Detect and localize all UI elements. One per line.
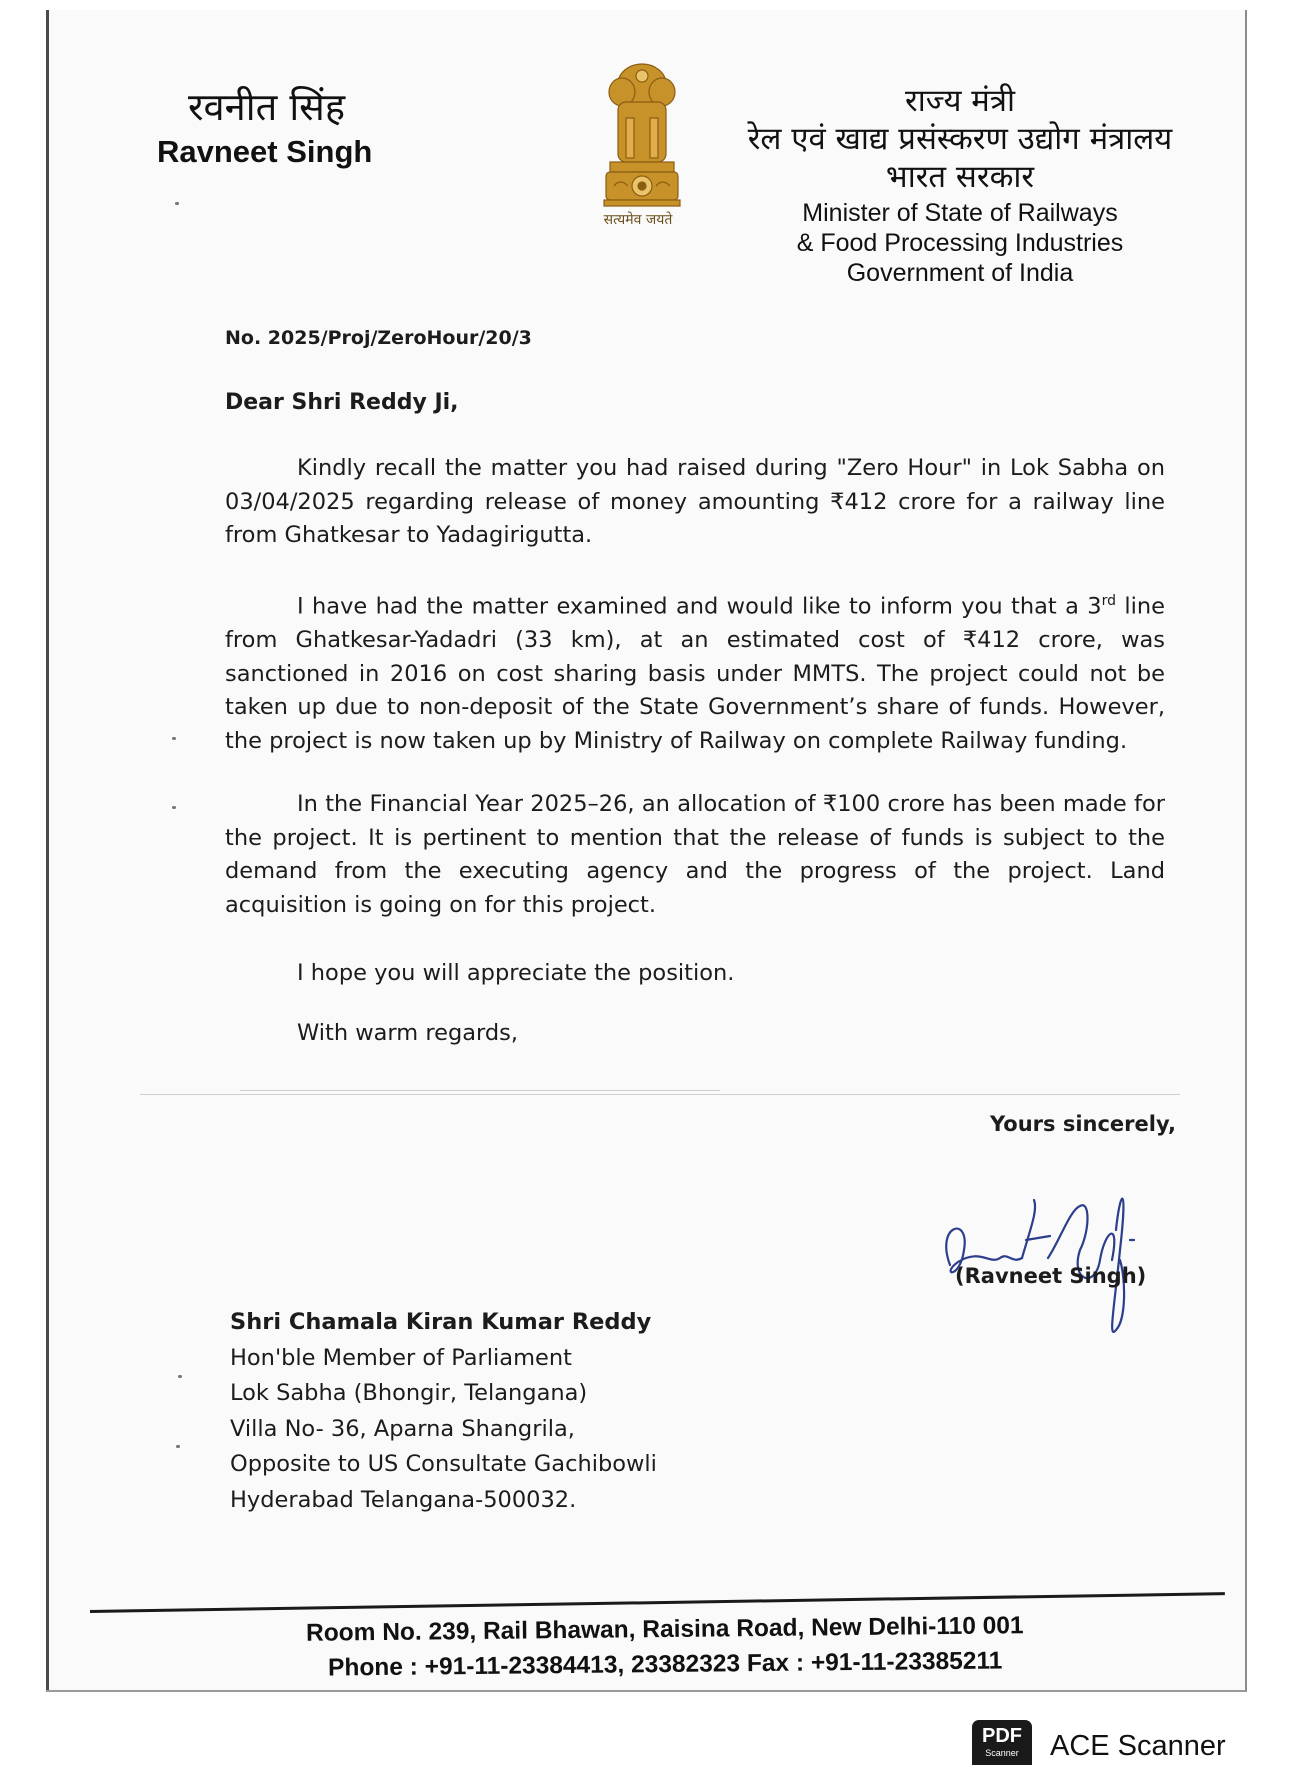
scan-speck: [172, 737, 176, 740]
closing-line-1: I hope you will appreciate the position.: [297, 960, 735, 986]
addressee-line: Opposite to US Consultate Gachibowli: [230, 1451, 657, 1477]
badge-subtext: Scanner: [985, 1748, 1019, 1758]
title-hindi-1: राज्य मंत्री: [905, 83, 1015, 119]
sender-name-hindi: रवनीत सिंह: [188, 85, 346, 129]
footer-phone: Phone : +91-11-23384413, 23382323 Fax : +91-11-23385211: [327, 1647, 1003, 1682]
paragraph-2: [225, 585, 1165, 758]
sender-name-english: Ravneet Singh: [157, 134, 373, 169]
ordinal-superscript: rd: [1101, 593, 1116, 609]
title-hindi-3: भारत सरकार: [885, 159, 1035, 195]
paragraph-2-text-b: line from Ghatkesar-Yadadri (33 km), at an estimated cost of ₹412 crore, was sanctioned in 2016 on cost sharing basis under MMTS. The project could not be taken up due to non-deposit of the State Government’s share of funds. However, the project is now taken up by Ministry of Railway on complete Railway funding.: [225, 593, 1165, 754]
badge-text: PDF: [982, 1725, 1022, 1747]
addressee-block: [230, 1305, 657, 1518]
addressee-line: Hyderabad Telangana-500032.: [230, 1486, 577, 1513]
addressee-line: Villa No- 36, Aparna Shangrila,: [230, 1415, 575, 1442]
handwritten-signature: [930, 1170, 1160, 1350]
closing-line-2: With warm regards,: [297, 1020, 519, 1046]
footer-address: Room No. 239, Rail Bhawan, Raisina Road, New Delhi-110 001: [305, 1612, 1024, 1647]
title-english-2: & Food Processing Industries: [796, 229, 1124, 257]
page-edge: [46, 1690, 1246, 1692]
scan-speck: [178, 1375, 182, 1378]
paragraph-3: In the Financial Year 2025–26, an allocation of ₹100 crore has been made for the project. It is pertinent to mention that the release of funds is subject to the demand from the executing agency and the progress of the project. Land acquisition is going on for this project.: [225, 791, 1165, 918]
title-english-3: Government of India: [846, 259, 1074, 287]
scan-speck: [172, 806, 176, 809]
addressee-line: Hon'ble Member of Parliament: [230, 1344, 572, 1371]
valediction: Yours sincerely,: [990, 1112, 1176, 1136]
office-title-block: [740, 82, 1180, 288]
reference-number: No. 2025/Proj/ZeroHour/20/3: [225, 327, 532, 349]
salutation: Dear Shri Reddy Ji,: [225, 390, 459, 415]
pdf-scanner-icon: [972, 1720, 1032, 1765]
addressee-line: Lok Sabha (Bhongir, Telangana): [230, 1380, 588, 1406]
emblem-motto: सत्यमेव जयते: [603, 212, 673, 228]
scanner-app-name: ACE Scanner: [1050, 1730, 1226, 1762]
signatory-name: (Ravneet Singh): [955, 1264, 1147, 1288]
addressee-name: Shri Chamala Kiran Kumar Reddy: [230, 1309, 652, 1335]
letterhead-footer: [305, 1608, 1026, 1686]
paragraph-2-text-a: I have had the matter examined and would like to inform you that a 3: [297, 593, 1102, 620]
title-hindi-2: रेल एवं खाद्य प्रसंस्करण उद्योग मंत्रालय: [747, 121, 1173, 157]
scan-crease: [240, 1090, 720, 1091]
paragraph-1: Kindly recall the matter you had raised during "Zero Hour" in Lok Sabha on 03/04/2025 regarding release of money amounting ₹412 crore for a railway line from Ghatkesar to Yadagirigutta.: [225, 455, 1165, 548]
scan-speck: [176, 1445, 180, 1448]
scan-speck: [175, 202, 179, 205]
title-english-1: Minister of State of Railways: [802, 199, 1118, 227]
scan-crease: [140, 1094, 1180, 1095]
national-emblem-icon: [590, 58, 694, 230]
